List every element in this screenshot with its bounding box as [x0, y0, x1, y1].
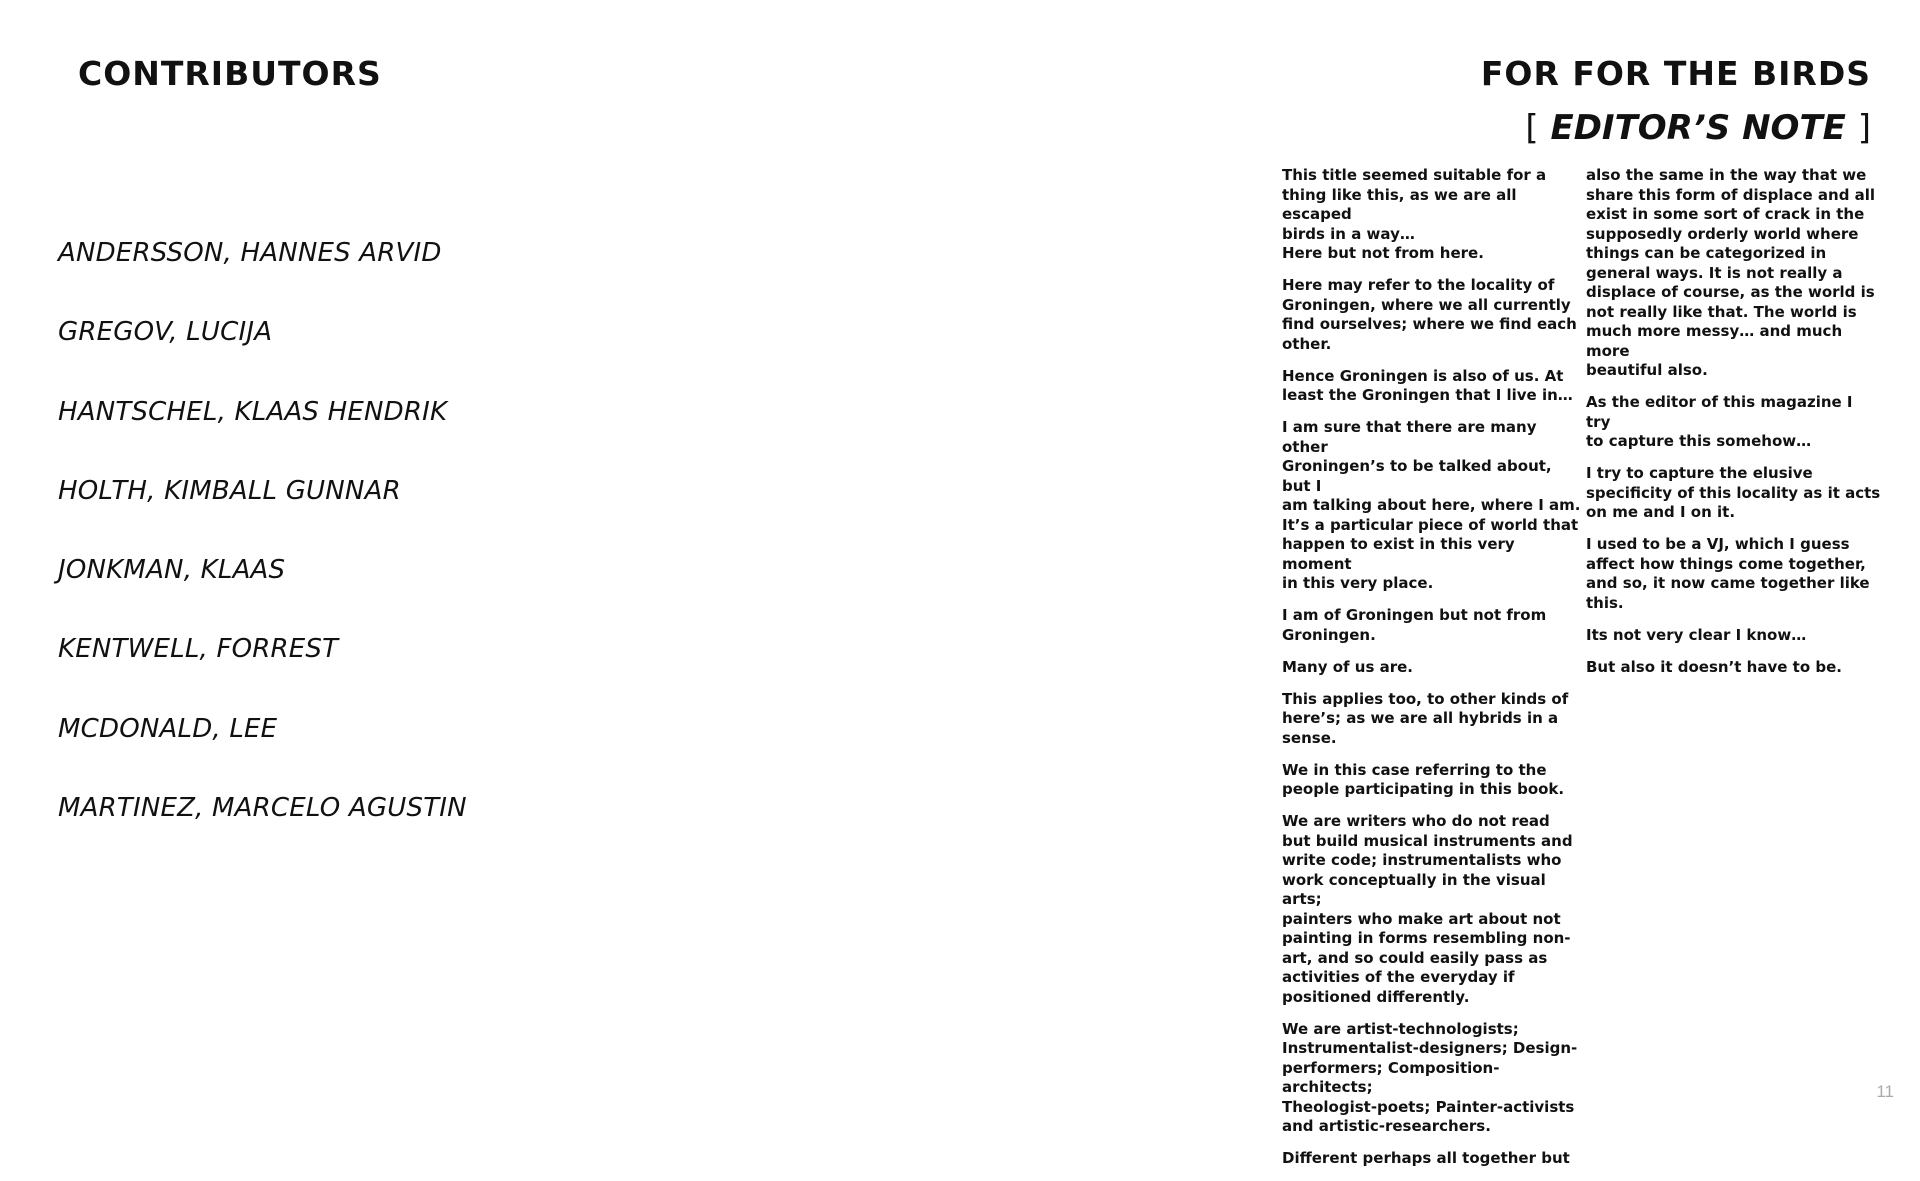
paragraph: I used to be a VJ, which I guess affect how things come together, and so, it now came together like this. [1586, 535, 1870, 612]
paragraph: Here may refer to the locality of Groningen, where we all currently find ourselves; where we find each other. [1282, 276, 1577, 353]
contributors-title: CONTRIBUTORS [78, 54, 382, 93]
contributor-name: MCDONALD, LEE [58, 713, 278, 744]
paragraph: As the editor of this magazine I try to capture this somehow… [1586, 393, 1853, 450]
paragraph: But also it doesn’t have to be. [1586, 657, 1842, 676]
contributor-name: GREGOV, LUCIJA [58, 317, 273, 348]
close-bracket: ] [1857, 108, 1871, 148]
paragraph: also the same in the way that we share this form of displace and all exist in some sort of crack in the supposedly orderly world where things can be categorized in general ways. It is not really a displace of course, as the world is not really like that. The world is much more messy… and much more beautiful also. [1586, 166, 1876, 379]
paragraph: Hence Groningen is also of us. At least the Groningen that I live in… [1282, 366, 1573, 404]
paragraph: This applies too, to other kinds of here’s; as we are all hybrids in a sense. [1282, 689, 1569, 747]
paragraph: We in this case referring to the people participating in this book. [1282, 760, 1565, 798]
paragraph: Many of us are. [1282, 657, 1414, 676]
contributors-list [58, 238, 467, 872]
paragraph: This title seemed suitable for a thing like this, as we are all escaped birds in a way… Here but not from here. [1282, 166, 1547, 262]
page-number: 11 [1876, 1082, 1894, 1101]
body-column-2 [1586, 166, 1882, 690]
paragraph: We are artist-technologists; Instrumentalist-designers; Design- performers; Composition-architects; Theologist-poets; Painter-activists and artistic-researchers. [1282, 1019, 1578, 1135]
open-bracket: [ [1525, 108, 1539, 148]
paragraph: I am sure that there are many other Groningen’s to be talked about, but I am talking about here, where I am. It’s a particular piece of world that happen to exist in this very moment in this very place. [1282, 418, 1581, 592]
paragraph: We are writers who do not read but build musical instruments and write code; instrumentalists who work conceptually in the visual arts; painters who make art about not painting in forms resembling non- art, and so could easily pass as activities of the everyday if positioned differently. [1282, 812, 1573, 1006]
contributor-name: MARTINEZ, MARCELO AGUSTIN [58, 793, 467, 824]
body-column-1 [1282, 166, 1582, 1181]
article-title: FOR FOR THE BIRDS [1480, 54, 1871, 93]
editors-note-label: EDITOR’S NOTE [1550, 108, 1846, 148]
paragraph: I try to capture the elusive specificity of this locality as it acts on me and I on it. [1586, 464, 1881, 521]
paragraph: I am of Groningen but not from Groningen. [1282, 606, 1547, 644]
contributor-name: JONKMAN, KLAAS [58, 555, 286, 586]
contributor-name: KENTWELL, FORREST [58, 634, 339, 665]
editors-note-heading [1525, 108, 1871, 148]
paragraph: Its not very clear I know… [1586, 625, 1807, 644]
contributor-name: HANTSCHEL, KLAAS HENDRIK [58, 396, 448, 427]
contributor-name: ANDERSSON, HANNES ARVID [58, 238, 442, 268]
paragraph: Different perhaps all together but [1282, 1149, 1570, 1167]
contributor-name: HOLTH, KIMBALL GUNNAR [58, 475, 401, 506]
